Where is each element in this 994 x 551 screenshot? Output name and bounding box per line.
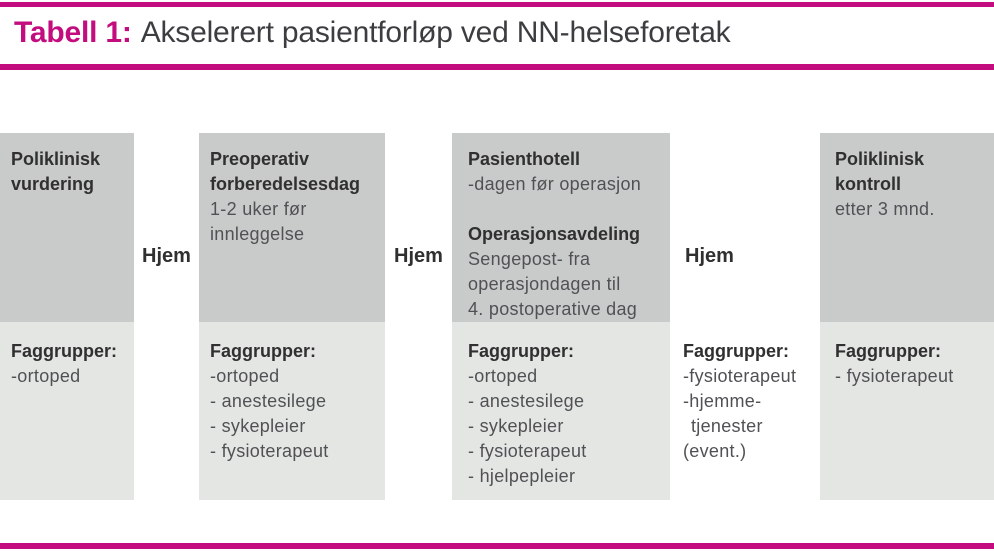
faggrupper-item: - anestesilege: [210, 391, 327, 411]
stage-heading-line: Poliklinisk: [835, 149, 925, 169]
table-title-text: Akselerert pasientforløp ved NN-helseforetak: [140, 16, 731, 49]
faggrupper-item: - fysioterapeut: [210, 441, 329, 461]
stage-detail-line: innleggelse: [210, 224, 305, 244]
faggrupper-item: - sykepleier: [210, 416, 306, 436]
faggrupper-item: -ortoped: [11, 366, 81, 386]
stage-detail-line: Sengepost- fra: [468, 249, 591, 269]
stage-heading-line: Pasienthotell: [468, 149, 581, 169]
faggrupper-item: - fysioterapeut: [835, 366, 954, 386]
faggrupper-item: -hjemme-: [683, 391, 762, 411]
bottom-divider: [0, 543, 994, 549]
faggrupper-heading: Faggrupper:: [11, 341, 117, 361]
faggrupper-item: - anestesilege: [468, 391, 585, 411]
table-title: [14, 16, 730, 50]
faggrupper-item: tjenester: [691, 416, 763, 436]
top-divider: [0, 2, 994, 7]
stage-preoperativ-faggrupper: [199, 322, 385, 500]
faggrupper-item: -fysioterapeut: [683, 366, 797, 386]
stage-pasienthotell-faggrupper: [452, 322, 670, 500]
stage-hjem-faggrupper: [683, 339, 823, 464]
table-title-prefix: Tabell 1:: [14, 16, 132, 49]
stage-poliklinisk-vurdering-box: [0, 133, 134, 322]
stage-detail-line: 4. postoperative dag: [468, 299, 638, 319]
faggrupper-heading: Faggrupper:: [683, 341, 789, 361]
title-divider: [0, 64, 994, 70]
faggrupper-heading: Faggrupper:: [835, 341, 941, 361]
faggrupper-item: (event.): [683, 441, 747, 461]
stage-detail-line: 1-2 uker før: [210, 199, 307, 219]
stage-detail-line: operasjondagen til: [468, 274, 621, 294]
stage-heading-line: Poliklinisk: [11, 149, 101, 169]
stage-heading-line: kontroll: [835, 174, 901, 194]
faggrupper-heading: Faggrupper:: [210, 341, 316, 361]
faggrupper-item: - sykepleier: [468, 416, 564, 436]
stage-pasienthotell-box: [452, 133, 670, 322]
home-label-3: Hjem: [685, 245, 734, 267]
faggrupper-item: -ortoped: [468, 366, 538, 386]
stage-heading-line: vurdering: [11, 174, 95, 194]
faggrupper-item: -ortoped: [210, 366, 280, 386]
stage-poliklinisk-vurdering-faggrupper: [0, 322, 134, 500]
stage-detail-line: etter 3 mnd.: [835, 199, 935, 219]
stage-detail-line: -dagen før operasjon: [468, 174, 642, 194]
stage-heading-line: forberedelsesdag: [210, 174, 361, 194]
stage-heading-line: Preoperativ: [210, 149, 310, 169]
home-label-2: Hjem: [394, 245, 443, 267]
stage-poliklinisk-kontroll-box: [820, 133, 994, 322]
faggrupper-item: - fysioterapeut: [468, 441, 587, 461]
home-label-1: Hjem: [142, 245, 191, 267]
stage-preoperativ-box: [199, 133, 385, 322]
faggrupper-item: - hjelpepleier: [468, 466, 576, 486]
faggrupper-heading: Faggrupper:: [468, 341, 574, 361]
stage-poliklinisk-kontroll-faggrupper: [820, 322, 994, 500]
stage-heading-line: Operasjonsavdeling: [468, 224, 641, 244]
